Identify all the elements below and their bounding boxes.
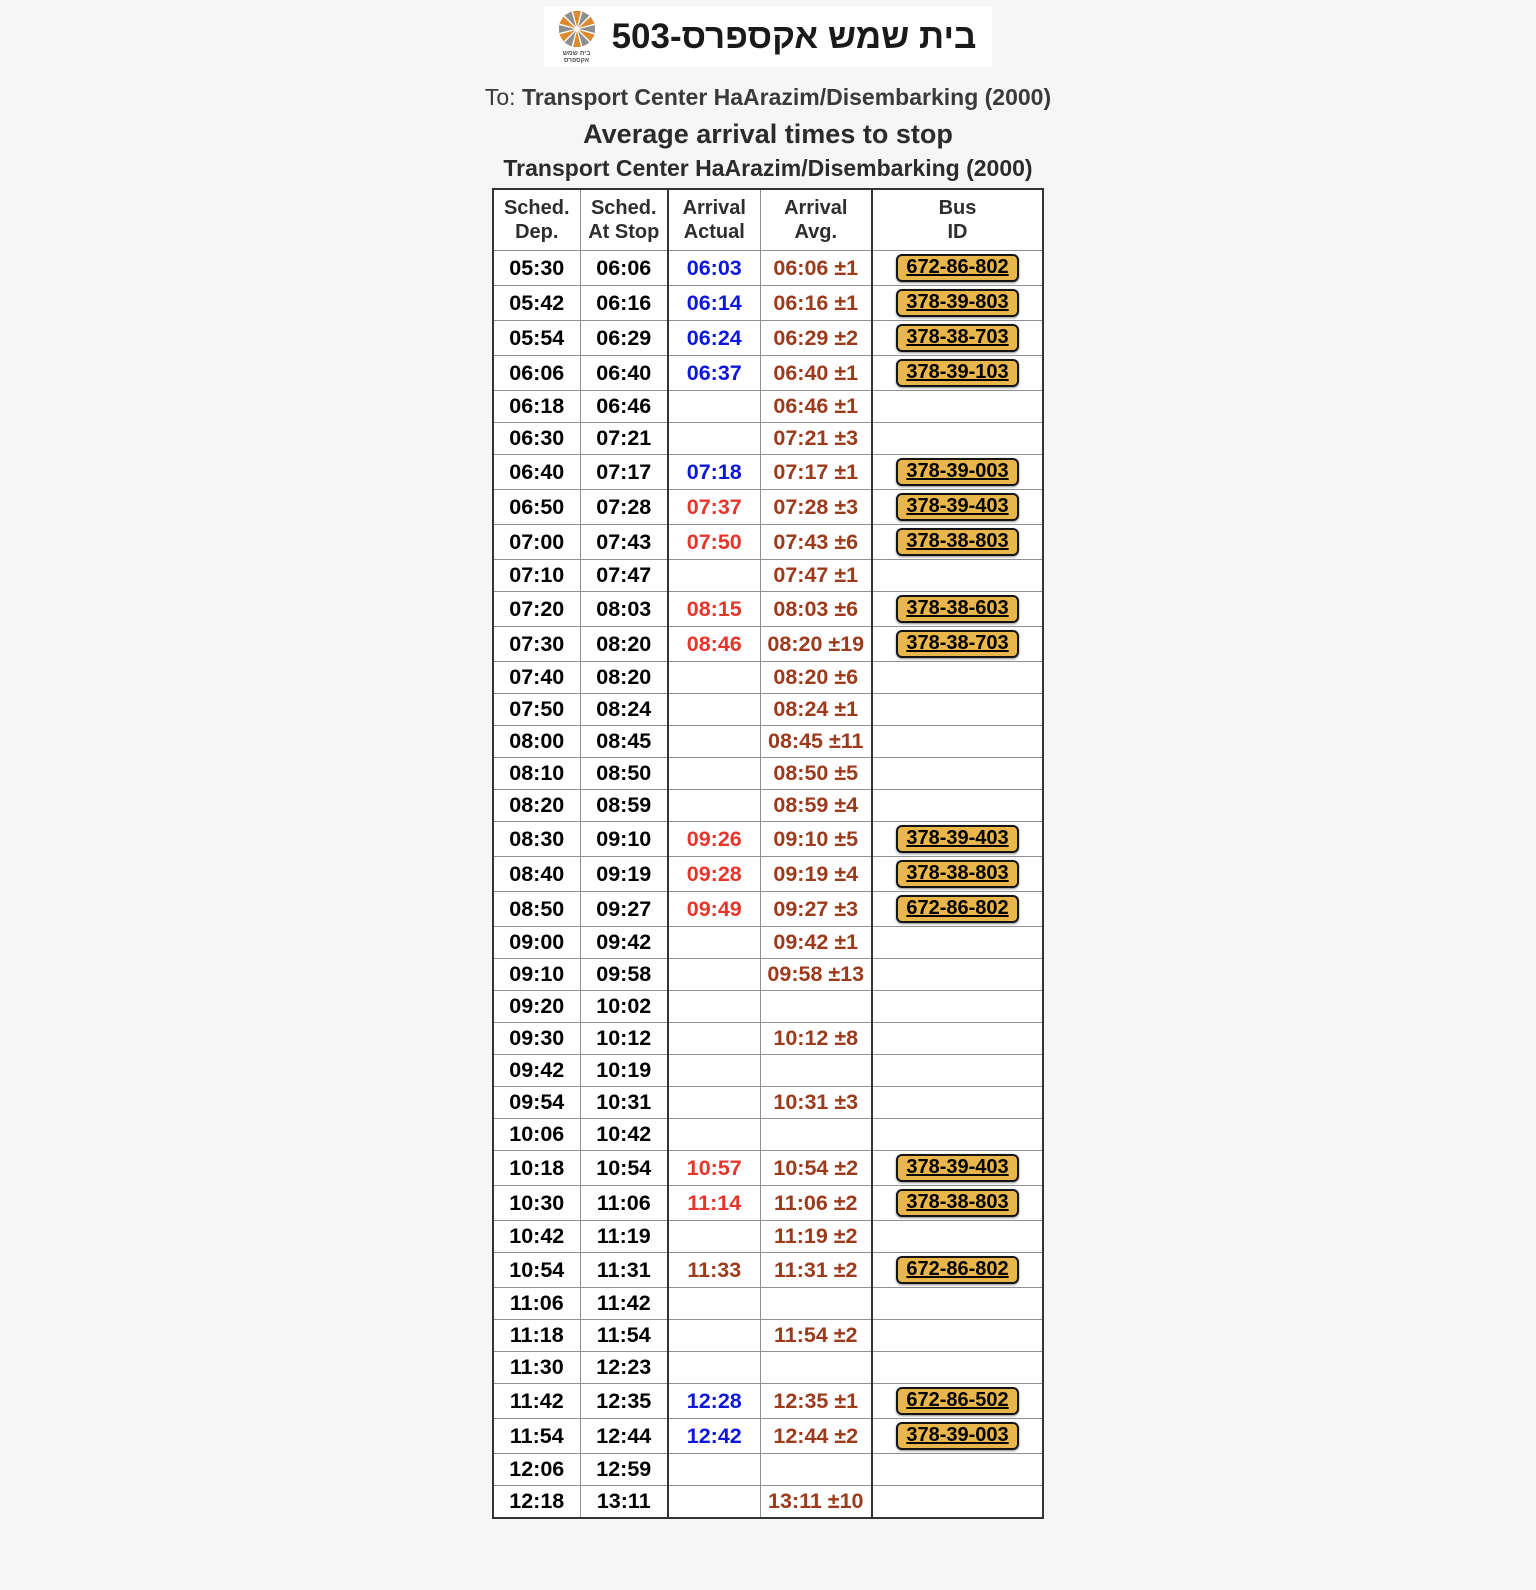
table-row — [493, 321, 1043, 356]
sched-at-stop-cell: 08:24 — [580, 694, 668, 726]
table-row — [493, 286, 1043, 321]
arrival-avg-cell: 08:20 ±6 — [760, 662, 872, 694]
table-row — [493, 1119, 1043, 1151]
table-row — [493, 1055, 1043, 1087]
arrival-actual-cell — [668, 758, 760, 790]
arrival-actual-cell: 06:14 — [668, 286, 760, 321]
table-row — [493, 892, 1043, 927]
bus-id-cell — [872, 592, 1043, 627]
arrival-actual-cell: 12:28 — [668, 1384, 760, 1419]
sched-at-stop-cell: 07:28 — [580, 490, 668, 525]
sched-at-stop-cell: 12:23 — [580, 1352, 668, 1384]
arrival-actual-cell: 09:49 — [668, 892, 760, 927]
arrival-avg-cell — [760, 1288, 872, 1320]
bus-id-cell — [872, 1419, 1043, 1454]
arrival-actual-cell — [668, 959, 760, 991]
bus-id-cell — [872, 892, 1043, 927]
sched-dep-cell: 10:06 — [493, 1119, 580, 1151]
bus-id-cell — [872, 1320, 1043, 1352]
sched-at-stop-cell: 10:19 — [580, 1055, 668, 1087]
bus-id-cell — [872, 694, 1043, 726]
arrival-actual-cell: 12:42 — [668, 1419, 760, 1454]
arrival-avg-cell: 07:47 ±1 — [760, 560, 872, 592]
arrival-actual-cell — [668, 1119, 760, 1151]
sched-at-stop-cell: 08:20 — [580, 662, 668, 694]
bus-id-cell — [872, 1186, 1043, 1221]
sched-dep-cell: 08:30 — [493, 822, 580, 857]
sched-at-stop-cell: 06:40 — [580, 356, 668, 391]
sched-at-stop-cell: 13:11 — [580, 1486, 668, 1519]
sched-at-stop-cell: 06:06 — [580, 251, 668, 286]
bus-id-cell — [872, 1087, 1043, 1119]
arrival-avg-cell: 08:24 ±1 — [760, 694, 872, 726]
arrival-actual-cell: 08:46 — [668, 627, 760, 662]
arrival-avg-cell: 11:31 ±2 — [760, 1253, 872, 1288]
table-row — [493, 423, 1043, 455]
bus-id-cell — [872, 1221, 1043, 1253]
arrival-actual-cell: 08:15 — [668, 592, 760, 627]
sched-at-stop-cell: 10:02 — [580, 991, 668, 1023]
table-row — [493, 1023, 1043, 1055]
arrival-actual-cell — [668, 1486, 760, 1519]
table-header — [493, 189, 1043, 251]
bus-id-plate[interactable]: 378-39-003 — [896, 1422, 1018, 1450]
bus-id-cell — [872, 1151, 1043, 1186]
bus-id-cell — [872, 662, 1043, 694]
arrival-avg-cell: 08:50 ±5 — [760, 758, 872, 790]
arrival-actual-cell: 07:18 — [668, 455, 760, 490]
arrival-actual-cell — [668, 1288, 760, 1320]
table-row — [493, 1221, 1043, 1253]
col-header-sched-at-stop: Sched. At Stop — [580, 189, 668, 251]
bus-id-cell — [872, 1055, 1043, 1087]
destination-name: Transport Center HaArazim/Disembarking (2000) — [521, 84, 1052, 111]
sched-dep-cell: 07:30 — [493, 627, 580, 662]
sched-dep-cell: 08:20 — [493, 790, 580, 822]
page-header — [0, 6, 1536, 182]
bus-id-plate[interactable]: 378-39-403 — [896, 1154, 1018, 1182]
table-row — [493, 1384, 1043, 1419]
table-row — [493, 1151, 1043, 1186]
table-row — [493, 1352, 1043, 1384]
sched-dep-cell: 10:18 — [493, 1151, 580, 1186]
table-row — [493, 391, 1043, 423]
table-row — [493, 662, 1043, 694]
sched-dep-cell: 11:06 — [493, 1288, 580, 1320]
arrival-avg-cell: 09:42 ±1 — [760, 927, 872, 959]
bus-id-plate[interactable]: 378-38-803 — [896, 528, 1018, 556]
sched-dep-cell: 05:30 — [493, 251, 580, 286]
arrival-avg-cell — [760, 1454, 872, 1486]
sched-at-stop-cell: 07:21 — [580, 423, 668, 455]
bus-id-cell — [872, 391, 1043, 423]
sched-dep-cell: 06:40 — [493, 455, 580, 490]
sched-dep-cell: 06:30 — [493, 423, 580, 455]
table-row — [493, 1486, 1043, 1519]
sched-at-stop-cell: 09:10 — [580, 822, 668, 857]
arrival-actual-cell: 06:03 — [668, 251, 760, 286]
bus-id-plate[interactable]: 378-39-003 — [896, 458, 1018, 486]
table-row — [493, 356, 1043, 391]
arrival-actual-cell — [668, 423, 760, 455]
table-row — [493, 1288, 1043, 1320]
arrival-actual-cell: 09:26 — [668, 822, 760, 857]
bus-id-cell — [872, 1352, 1043, 1384]
arrival-actual-cell — [668, 391, 760, 423]
bus-id-cell — [872, 560, 1043, 592]
bus-id-plate[interactable]: 672-86-502 — [896, 1387, 1018, 1415]
sched-dep-cell: 06:18 — [493, 391, 580, 423]
page-title: בית שמש אקספרס-503 — [611, 16, 977, 56]
logo-caption-line1: בית שמש — [562, 50, 591, 57]
sched-dep-cell: 06:06 — [493, 356, 580, 391]
bus-id-plate[interactable]: 378-38-703 — [896, 324, 1018, 352]
sched-dep-cell: 08:00 — [493, 726, 580, 758]
arrival-actual-cell — [668, 991, 760, 1023]
bus-id-plate[interactable]: 672-86-802 — [896, 895, 1018, 923]
bus-id-cell — [872, 1119, 1043, 1151]
arrival-avg-cell: 06:16 ±1 — [760, 286, 872, 321]
bus-id-cell — [872, 423, 1043, 455]
table-row — [493, 726, 1043, 758]
table-row — [493, 1186, 1043, 1221]
sched-dep-cell: 09:00 — [493, 927, 580, 959]
arrival-avg-cell: 10:54 ±2 — [760, 1151, 872, 1186]
bus-id-plate[interactable]: 378-39-403 — [896, 825, 1018, 853]
bus-id-plate[interactable]: 378-38-803 — [896, 1189, 1018, 1217]
col-header-arrival-actual: Arrival Actual — [668, 189, 760, 251]
stop-name: Transport Center HaArazim/Disembarking (2000) — [503, 155, 1033, 182]
bus-id-cell — [872, 525, 1043, 560]
arrival-avg-cell: 07:17 ±1 — [760, 455, 872, 490]
arrival-avg-cell: 08:03 ±6 — [760, 592, 872, 627]
arrival-actual-cell: 10:57 — [668, 1151, 760, 1186]
sched-dep-cell: 05:42 — [493, 286, 580, 321]
sched-at-stop-cell: 08:59 — [580, 790, 668, 822]
logo-caption — [563, 50, 591, 64]
bus-id-cell — [872, 1023, 1043, 1055]
arrival-actual-cell: 07:37 — [668, 490, 760, 525]
arrival-avg-cell: 07:21 ±3 — [760, 423, 872, 455]
arrival-avg-cell — [760, 991, 872, 1023]
sched-dep-cell: 10:42 — [493, 1221, 580, 1253]
sched-at-stop-cell: 11:42 — [580, 1288, 668, 1320]
bus-id-plate[interactable]: 672-86-802 — [896, 254, 1018, 282]
arrival-actual-cell — [668, 1087, 760, 1119]
arrival-actual-cell — [668, 1023, 760, 1055]
sched-dep-cell: 09:54 — [493, 1087, 580, 1119]
sched-at-stop-cell: 09:42 — [580, 927, 668, 959]
sched-at-stop-cell: 08:03 — [580, 592, 668, 627]
sched-at-stop-cell: 09:58 — [580, 959, 668, 991]
arrival-avg-cell: 09:58 ±13 — [760, 959, 872, 991]
sched-dep-cell: 10:30 — [493, 1186, 580, 1221]
table-row — [493, 1419, 1043, 1454]
sched-at-stop-cell: 10:54 — [580, 1151, 668, 1186]
bus-id-cell — [872, 251, 1043, 286]
sched-at-stop-cell: 11:54 — [580, 1320, 668, 1352]
bus-id-plate[interactable]: 378-39-803 — [896, 289, 1018, 317]
sunburst-logo-icon — [557, 9, 597, 49]
route-title-box — [544, 6, 993, 67]
table-row — [493, 490, 1043, 525]
table-body — [493, 251, 1043, 1519]
bus-id-cell — [872, 455, 1043, 490]
arrival-actual-cell — [668, 1221, 760, 1253]
bus-id-cell — [872, 356, 1043, 391]
sched-at-stop-cell: 08:20 — [580, 627, 668, 662]
col-header-arrival-avg: Arrival Avg. — [760, 189, 872, 251]
arrival-avg-cell — [760, 1119, 872, 1151]
arrival-actual-cell: 06:24 — [668, 321, 760, 356]
table-row — [493, 525, 1043, 560]
arrival-avg-cell: 09:27 ±3 — [760, 892, 872, 927]
sched-dep-cell: 09:30 — [493, 1023, 580, 1055]
table-row — [493, 1087, 1043, 1119]
bus-id-plate[interactable]: 378-38-803 — [896, 860, 1018, 888]
bus-id-plate[interactable]: 378-39-403 — [896, 493, 1018, 521]
sched-dep-cell: 07:20 — [493, 592, 580, 627]
arrival-avg-cell: 08:45 ±11 — [760, 726, 872, 758]
table-row — [493, 627, 1043, 662]
table-row — [493, 1253, 1043, 1288]
bus-id-cell — [872, 857, 1043, 892]
bus-id-cell — [872, 1454, 1043, 1486]
bus-id-cell — [872, 1384, 1043, 1419]
arrival-avg-cell: 12:35 ±1 — [760, 1384, 872, 1419]
sched-dep-cell: 07:40 — [493, 662, 580, 694]
sched-at-stop-cell: 12:35 — [580, 1384, 668, 1419]
sched-at-stop-cell: 06:29 — [580, 321, 668, 356]
arrival-actual-cell — [668, 1454, 760, 1486]
sched-dep-cell: 07:00 — [493, 525, 580, 560]
bus-id-cell — [872, 959, 1043, 991]
sched-at-stop-cell: 12:44 — [580, 1419, 668, 1454]
sched-dep-cell: 08:50 — [493, 892, 580, 927]
table-row — [493, 790, 1043, 822]
arrival-avg-cell: 06:46 ±1 — [760, 391, 872, 423]
bus-id-cell — [872, 822, 1043, 857]
sched-dep-cell: 12:18 — [493, 1486, 580, 1519]
arrival-avg-cell: 08:59 ±4 — [760, 790, 872, 822]
sched-at-stop-cell: 09:19 — [580, 857, 668, 892]
bus-id-cell — [872, 1253, 1043, 1288]
sched-dep-cell: 12:06 — [493, 1454, 580, 1486]
arrival-actual-cell — [668, 790, 760, 822]
arrival-actual-cell: 07:50 — [668, 525, 760, 560]
arrival-avg-cell: 09:19 ±4 — [760, 857, 872, 892]
arrival-actual-cell — [668, 1055, 760, 1087]
sched-at-stop-cell: 11:06 — [580, 1186, 668, 1221]
table-row — [493, 991, 1043, 1023]
arrival-avg-cell: 11:06 ±2 — [760, 1186, 872, 1221]
table-row — [493, 857, 1043, 892]
logo-caption-line2: אקספרס — [563, 57, 590, 65]
sched-dep-cell: 11:54 — [493, 1419, 580, 1454]
arrival-avg-cell: 13:11 ±10 — [760, 1486, 872, 1519]
table-row — [493, 455, 1043, 490]
bus-id-plate[interactable]: 672-86-802 — [896, 1256, 1018, 1284]
sched-dep-cell: 11:30 — [493, 1352, 580, 1384]
sched-at-stop-cell: 11:31 — [580, 1253, 668, 1288]
arrival-avg-cell: 11:19 ±2 — [760, 1221, 872, 1253]
col-header-sched-dep: Sched. Dep. — [493, 189, 580, 251]
arrival-avg-cell: 11:54 ±2 — [760, 1320, 872, 1352]
sched-at-stop-cell: 07:43 — [580, 525, 668, 560]
to-label: To: — [484, 84, 516, 111]
route-logo — [554, 9, 600, 64]
page-subtitle: Average arrival times to stop — [583, 119, 953, 150]
arrival-actual-cell — [668, 694, 760, 726]
arrival-actual-cell: 09:28 — [668, 857, 760, 892]
arrival-avg-cell: 10:12 ±8 — [760, 1023, 872, 1055]
bus-id-plate[interactable]: 378-38-703 — [896, 630, 1018, 658]
table-row — [493, 758, 1043, 790]
arrival-actual-cell — [668, 726, 760, 758]
bus-id-cell — [872, 286, 1043, 321]
sched-at-stop-cell: 10:42 — [580, 1119, 668, 1151]
arrival-actual-cell: 06:37 — [668, 356, 760, 391]
sched-at-stop-cell: 07:17 — [580, 455, 668, 490]
destination-line — [0, 84, 1536, 111]
sched-at-stop-cell: 09:27 — [580, 892, 668, 927]
arrival-avg-cell: 08:20 ±19 — [760, 627, 872, 662]
sched-dep-cell: 07:10 — [493, 560, 580, 592]
bus-id-cell — [872, 490, 1043, 525]
bus-id-cell — [872, 726, 1043, 758]
table-row — [493, 251, 1043, 286]
arrival-avg-cell — [760, 1055, 872, 1087]
sched-dep-cell: 05:54 — [493, 321, 580, 356]
bus-id-cell — [872, 627, 1043, 662]
bus-id-cell — [872, 758, 1043, 790]
arrival-actual-cell: 11:14 — [668, 1186, 760, 1221]
arrival-avg-cell: 07:43 ±6 — [760, 525, 872, 560]
bus-id-cell — [872, 1486, 1043, 1519]
sched-at-stop-cell: 07:47 — [580, 560, 668, 592]
sched-at-stop-cell: 08:50 — [580, 758, 668, 790]
bus-id-cell — [872, 927, 1043, 959]
sched-at-stop-cell: 12:59 — [580, 1454, 668, 1486]
arrival-avg-cell: 06:06 ±1 — [760, 251, 872, 286]
sched-at-stop-cell: 11:19 — [580, 1221, 668, 1253]
arrival-avg-cell: 06:40 ±1 — [760, 356, 872, 391]
sched-at-stop-cell: 06:16 — [580, 286, 668, 321]
table-row — [493, 560, 1043, 592]
sched-dep-cell: 08:10 — [493, 758, 580, 790]
bus-id-plate[interactable]: 378-38-603 — [896, 595, 1018, 623]
table-row — [493, 1320, 1043, 1352]
arrival-avg-cell: 06:29 ±2 — [760, 321, 872, 356]
arrival-actual-cell: 11:33 — [668, 1253, 760, 1288]
arrival-actual-cell — [668, 1352, 760, 1384]
bus-id-cell — [872, 790, 1043, 822]
sched-dep-cell: 09:42 — [493, 1055, 580, 1087]
sched-at-stop-cell: 08:45 — [580, 726, 668, 758]
bus-id-plate[interactable]: 378-39-103 — [896, 359, 1018, 387]
sched-dep-cell: 11:18 — [493, 1320, 580, 1352]
table-row — [493, 592, 1043, 627]
sched-dep-cell: 06:50 — [493, 490, 580, 525]
arrival-times-table — [492, 188, 1044, 1519]
arrival-actual-cell — [668, 1320, 760, 1352]
sched-at-stop-cell: 10:12 — [580, 1023, 668, 1055]
arrival-avg-cell: 12:44 ±2 — [760, 1419, 872, 1454]
sched-dep-cell: 09:20 — [493, 991, 580, 1023]
arrival-avg-cell: 10:31 ±3 — [760, 1087, 872, 1119]
col-header-bus-id: Bus ID — [872, 189, 1043, 251]
bus-id-cell — [872, 1288, 1043, 1320]
arrival-actual-cell — [668, 927, 760, 959]
sched-at-stop-cell: 06:46 — [580, 391, 668, 423]
sched-at-stop-cell: 10:31 — [580, 1087, 668, 1119]
arrival-avg-cell: 09:10 ±5 — [760, 822, 872, 857]
sched-dep-cell: 08:40 — [493, 857, 580, 892]
table-row — [493, 822, 1043, 857]
arrival-avg-cell: 07:28 ±3 — [760, 490, 872, 525]
bus-id-cell — [872, 991, 1043, 1023]
arrival-actual-cell — [668, 662, 760, 694]
sched-dep-cell: 07:50 — [493, 694, 580, 726]
sched-dep-cell: 11:42 — [493, 1384, 580, 1419]
bus-id-cell — [872, 321, 1043, 356]
arrival-actual-cell — [668, 560, 760, 592]
sched-dep-cell: 10:54 — [493, 1253, 580, 1288]
table-row — [493, 694, 1043, 726]
arrival-avg-cell — [760, 1352, 872, 1384]
table-row — [493, 1454, 1043, 1486]
table-row — [493, 927, 1043, 959]
table-row — [493, 959, 1043, 991]
sched-dep-cell: 09:10 — [493, 959, 580, 991]
